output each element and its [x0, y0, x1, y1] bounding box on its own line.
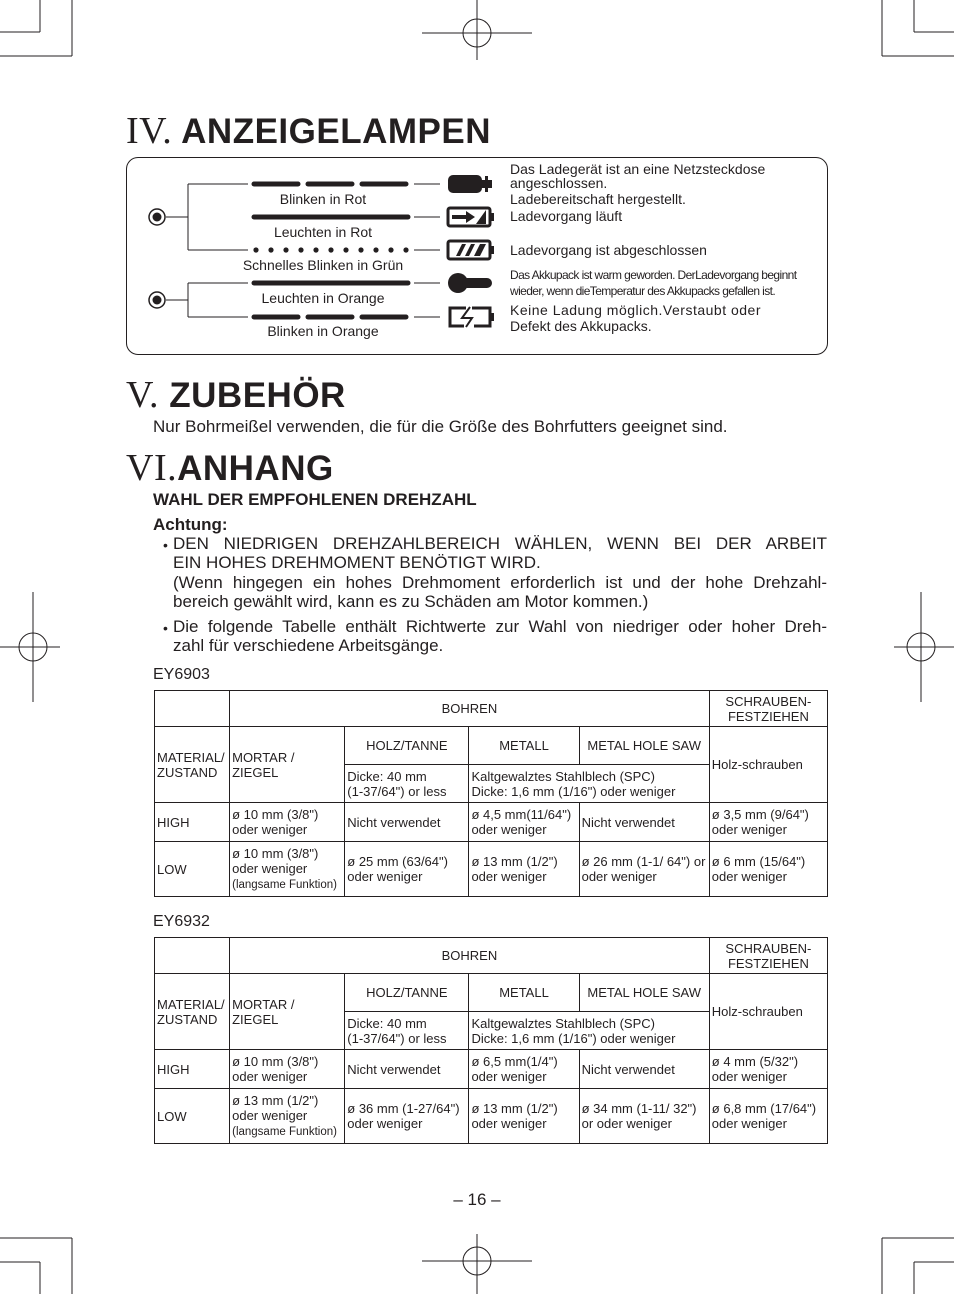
bullet-1-marker: •: [163, 537, 168, 553]
low-saw: ø 34 mm (1-11/ 32") or oder weniger: [579, 1089, 709, 1144]
speed-table-ey6903: [154, 690, 828, 897]
bullet-2-marker: •: [163, 620, 168, 636]
section-4-heading: [126, 112, 491, 150]
lamp-label-fast-blink-green: Schnelles Blinken in Grün: [242, 257, 404, 273]
bullet-2-line-1: Die folgende Tabelle enthält Richtwerte zur Wahl von niedriger oder hoher Dreh-: [173, 617, 827, 636]
schrauben-header: SCHRAUBEN- FESTZIEHEN: [709, 691, 827, 727]
lamp-label-steady-red: Leuchten in Rot: [273, 224, 373, 240]
bullet-1-line-1: DEN NIEDRIGEN DREHZAHLBEREICH WÄHLEN, WENN BEI DER ARBEIT: [173, 534, 827, 553]
desc-line-1: Das Ladegerät ist an eine Netzsteckdose: [510, 161, 766, 177]
empty-cell: [155, 691, 230, 727]
mortar-header: MORTAR / ZIEGEL: [230, 727, 345, 803]
desc-line-9: Defekt des Akkupacks.: [510, 318, 652, 334]
low-mortar: ø 10 mm (3/8") oder weniger (langsame Funktion): [230, 842, 345, 897]
section-5-heading: [126, 376, 346, 414]
low-screw: ø 6,8 mm (17/64") oder weniger: [709, 1089, 827, 1144]
kalt-cell: Kaltgewalztes Stahlblech (SPC) Dicke: 1,6 mm (1/16") oder weniger: [469, 765, 709, 803]
led-top: [149, 209, 165, 225]
desc-line-8: Keine Ladung möglich.Verstaubt oder: [510, 302, 761, 318]
caution-label: Achtung:: [153, 515, 228, 534]
broken-battery-icon: [450, 307, 494, 327]
thermometer-icon: [448, 273, 492, 293]
lamp-label-blink-orange: Blinken in Orange: [267, 323, 379, 339]
desc-line-6: Das Akkupack ist warm geworden. DerLadevorgang beginnt: [510, 268, 797, 282]
dicke-cell: Dicke: 40 mm (1-37/64") or less: [345, 1012, 469, 1050]
low-holz: ø 25 mm (63/64") oder weniger: [345, 842, 469, 897]
indicator-diagram: [126, 157, 828, 355]
schrauben-header: SCHRAUBEN- FESTZIEHEN: [709, 938, 827, 974]
low-label: LOW: [155, 1089, 230, 1144]
section-6-title: ANHANG: [177, 449, 334, 488]
high-saw: Nicht verwendet: [579, 1050, 709, 1089]
high-metall: ø 4,5 mm(11/64") oder weniger: [469, 803, 579, 842]
section-4-numeral: IV.: [126, 110, 173, 152]
bullet-1-line-3: (Wenn hingegen ein hohes Drehmoment erforderlich ist und der hohe Drehzahl-: [173, 573, 827, 592]
holesaw-header: METAL HOLE SAW: [579, 974, 709, 1012]
lamp-label-steady-orange: Leuchten in Orange: [261, 290, 385, 306]
holzschrauben-header: Holz-schrauben: [709, 974, 827, 1050]
table-2-model: EY6932: [153, 913, 210, 930]
low-holz: ø 36 mm (1-27/64") oder weniger: [345, 1089, 469, 1144]
material-header: MATERIAL/ ZUSTAND: [155, 727, 230, 803]
section-4-title: ANZEIGELAMPEN: [181, 112, 491, 151]
holesaw-header: METAL HOLE SAW: [579, 727, 709, 765]
high-saw: Nicht verwendet: [579, 803, 709, 842]
section-6-subtitle: WAHL DER EMPFOHLENEN DREHZAHL: [153, 490, 477, 509]
battery-full-icon: [448, 241, 494, 259]
high-screw: ø 4 mm (5/32") oder weniger: [709, 1050, 827, 1089]
bullet-1-line-2: EIN HOHES DREHMOMENT BENÖTIGT WIRD.: [173, 553, 541, 572]
mortar-header: MORTAR / ZIEGEL: [230, 974, 345, 1050]
high-metall: ø 6,5 mm(1/4") oder weniger: [469, 1050, 579, 1089]
high-holz: Nicht verwendet: [345, 803, 469, 842]
speed-table-ey6932: [154, 937, 828, 1144]
high-label: HIGH: [155, 1050, 230, 1089]
section-5-numeral: V.: [126, 374, 160, 416]
charging-icon: [448, 208, 494, 226]
accessory-text: Nur Bohrmeißel verwenden, die für die Größe des Bohrfutters geeignet sind.: [153, 417, 728, 436]
metall-header: METALL: [469, 974, 579, 1012]
high-screw: ø 3,5 mm (9/64") oder weniger: [709, 803, 827, 842]
lamp-label-blink-red: Blinken in Rot: [279, 191, 367, 207]
bullet-2-line-2: zahl für verschiedene Arbeitsgänge.: [173, 636, 444, 655]
section-6-numeral: VI.: [126, 447, 178, 489]
plug-icon: [448, 175, 492, 193]
desc-line-3: Ladebereitschaft hergestellt.: [510, 191, 686, 207]
kalt-cell: Kaltgewalztes Stahlblech (SPC) Dicke: 1,6 mm (1/16") oder weniger: [469, 1012, 709, 1050]
low-metall: ø 13 mm (1/2") oder weniger: [469, 842, 579, 897]
holz-header: HOLZ/TANNE: [345, 974, 469, 1012]
desc-line-7: wieder, wenn dieTemperatur des Akkupacks gefallen ist.: [510, 284, 776, 298]
bohren-header: BOHREN: [230, 691, 710, 727]
desc-line-4: Ladevorgang läuft: [510, 208, 623, 224]
desc-line-2: angeschlossen.: [510, 175, 608, 191]
section-6-heading: [126, 449, 334, 487]
material-header: MATERIAL/ ZUSTAND: [155, 974, 230, 1050]
holz-header: HOLZ/TANNE: [345, 727, 469, 765]
low-saw: ø 26 mm (1-1/ 64") or oder weniger: [579, 842, 709, 897]
section-5-title: ZUBEHÖR: [169, 376, 346, 415]
low-metall: ø 13 mm (1/2") oder weniger: [469, 1089, 579, 1144]
bullet-1-line-4: bereich gewählt wird, kann es zu Schäden am Motor kommen.): [173, 592, 649, 611]
bohren-header: BOHREN: [230, 938, 710, 974]
dicke-cell: Dicke: 40 mm (1-37/64") or less: [345, 765, 469, 803]
high-mortar: ø 10 mm (3/8") oder weniger: [230, 1050, 345, 1089]
page-number: – 16 –: [453, 1190, 501, 1209]
empty-cell: [155, 938, 230, 974]
desc-line-5: Ladevorgang ist abgeschlossen: [510, 242, 707, 258]
high-holz: Nicht verwendet: [345, 1050, 469, 1089]
high-label: HIGH: [155, 803, 230, 842]
low-label: LOW: [155, 842, 230, 897]
table-1-model: EY6903: [153, 666, 210, 683]
metall-header: METALL: [469, 727, 579, 765]
high-mortar: ø 10 mm (3/8") oder weniger: [230, 803, 345, 842]
holzschrauben-header: Holz-schrauben: [709, 727, 827, 803]
low-mortar: ø 13 mm (1/2") oder weniger (langsame Funktion): [230, 1089, 345, 1144]
low-screw: ø 6 mm (15/64") oder weniger: [709, 842, 827, 897]
